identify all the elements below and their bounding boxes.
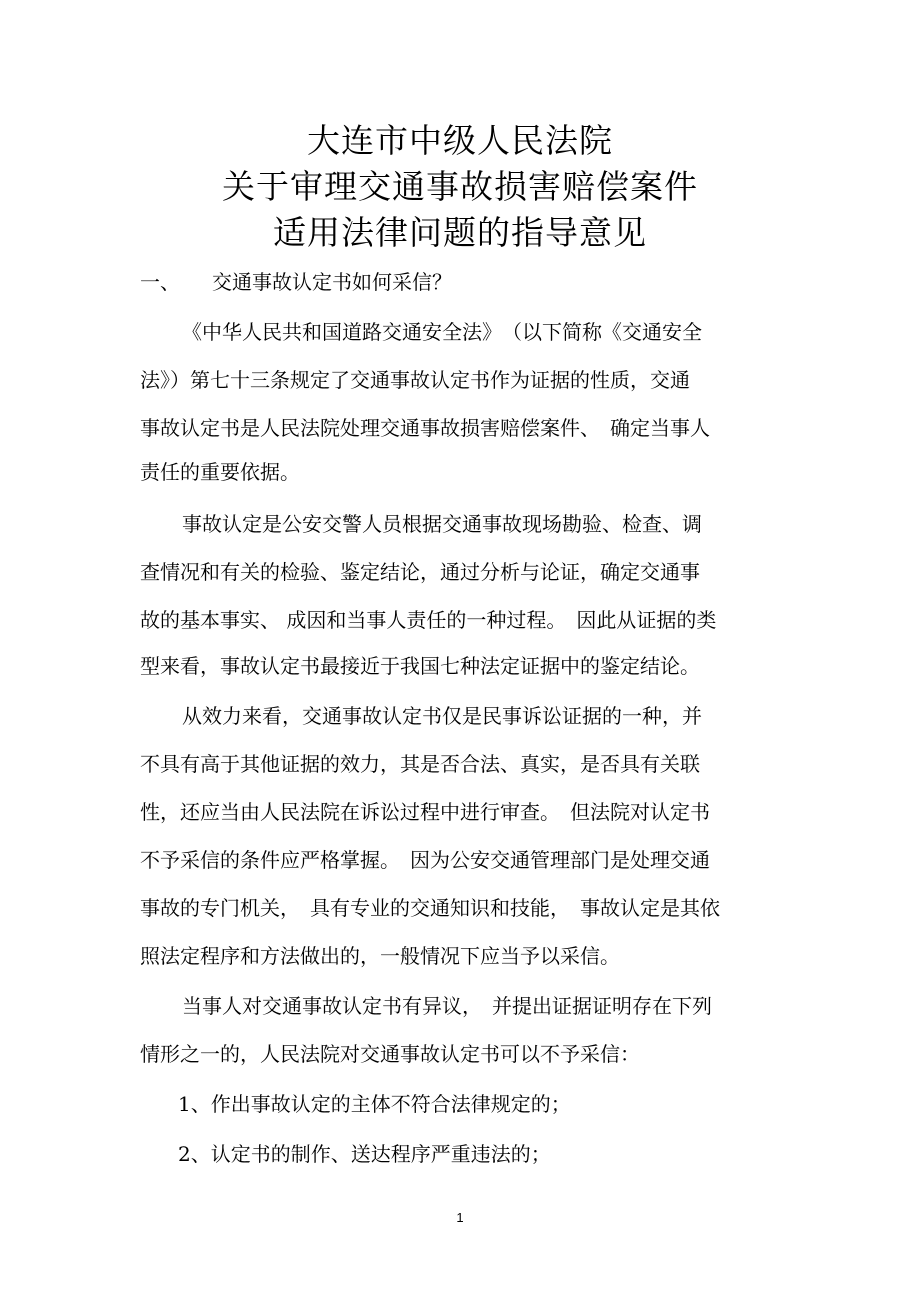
paragraph-1-line-1: 《中华人民共和国道路交通安全法》 （以下简称《交通安全 bbox=[182, 320, 702, 344]
paragraph-4-line-1: 当事人对交通事故认定书有异议， 并提出证据证明存在下列 bbox=[182, 994, 712, 1018]
paragraph-3-line-2: 不具有高于其他证据的效力，其是否合法、真实，是否具有关联 bbox=[140, 752, 700, 776]
paragraph-3-line-4: 不予采信的条件应严格掌握。 因为公安交通管理部门是处理交通 bbox=[140, 848, 710, 872]
section-heading-text: 交通事故认定书如何采信？ bbox=[212, 270, 452, 294]
title-line-2: 关于审理交通事故损害赔偿案件 bbox=[222, 167, 698, 206]
document-title bbox=[0, 118, 920, 256]
paragraph-3-line-3: 性，还应当由人民法院在诉讼过程中进行审查。 但法院对认定书 bbox=[140, 800, 710, 824]
paragraph-1-line-2: 法》）第七十三条规定了交通事故认定书作为证据的性质，交通 bbox=[140, 368, 690, 392]
paragraph-2-line-1: 事故认定是公安交警人员根据交通事故现场勘验、检查、调 bbox=[182, 512, 702, 536]
list-item-2: 2、认定书的制作、送达程序严重违法的； bbox=[178, 1142, 551, 1166]
title-line-1: 大连市中级人民法院 bbox=[307, 121, 613, 160]
paragraph-3-line-6: 照法定程序和方法做出的，一般情况下应当予以采信。 bbox=[140, 944, 620, 968]
section-number: 一、 bbox=[140, 270, 180, 294]
title-line-3: 适用法律问题的指导意见 bbox=[273, 213, 647, 252]
list-item-1: 1、作出事故认定的主体不符合法律规定的； bbox=[178, 1092, 571, 1116]
page-number: 1 bbox=[456, 1210, 464, 1225]
paragraph-1-line-4: 责任的重要依据。 bbox=[140, 460, 300, 484]
paragraph-3-line-1: 从效力来看，交通事故认定书仅是民事诉讼证据的一种，并 bbox=[182, 704, 702, 728]
paragraph-1-line-3: 事故认定书是人民法院处理交通事故损害赔偿案件、 确定当事人 bbox=[140, 416, 710, 440]
paragraph-2-line-4: 型来看，事故认定书最接近于我国七种法定证据中的鉴定结论。 bbox=[140, 654, 700, 678]
section-heading-1 bbox=[140, 268, 452, 296]
paragraph-3-line-5: 事故的专门机关， 具有专业的交通知识和技能， 事故认定是其依 bbox=[140, 896, 720, 920]
paragraph-4-line-2: 情形之一的，人民法院对交通事故认定书可以不予采信： bbox=[140, 1042, 640, 1066]
paragraph-2-line-3: 故的基本事实、 成因和当事人责任的一种过程。 因此从证据的类 bbox=[140, 608, 717, 632]
paragraph-2-line-2: 查情况和有关的检验、鉴定结论，通过分析与论证，确定交通事 bbox=[140, 560, 700, 584]
